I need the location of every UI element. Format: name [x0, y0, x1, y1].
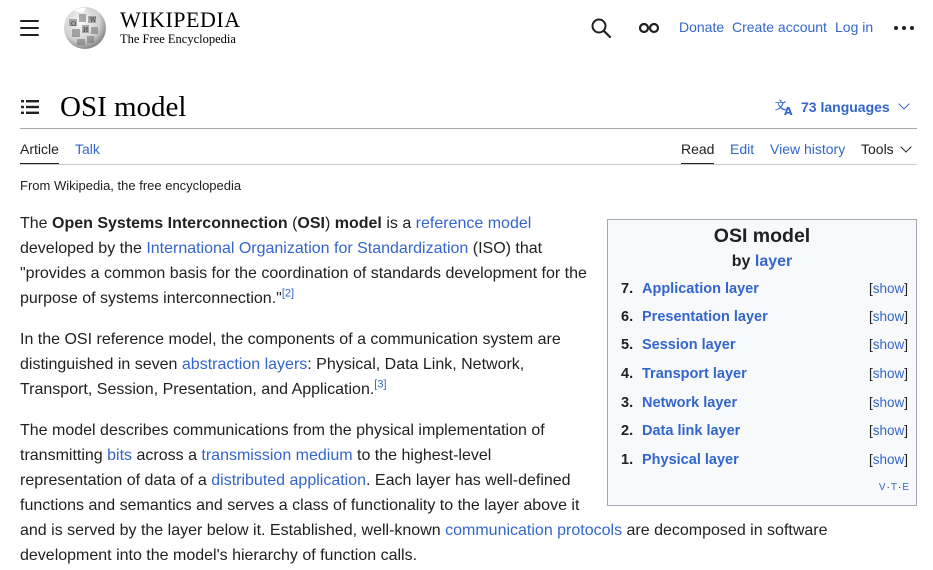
citation-2[interactable]: [2]	[281, 287, 295, 300]
infobox-subtitle: by layer	[731, 253, 793, 270]
wikipedia-globe-logo[interactable]	[60, 5, 110, 51]
wordmark-title: WIKIPEDIA	[120, 7, 241, 32]
chevron-down-icon	[898, 98, 909, 109]
infobox-title: OSI model	[713, 225, 811, 247]
infobox-row: 1. Physical layer [show]	[621, 452, 908, 468]
chevron-down-icon	[900, 141, 911, 152]
show-button[interactable]: show	[872, 281, 905, 296]
vte-edit-link[interactable]: E	[902, 482, 910, 493]
link-abstraction-layers[interactable]: abstraction layers	[181, 356, 308, 373]
show-button[interactable]: show	[872, 395, 905, 410]
paragraph-layers: In the OSI reference model, the components of a communication system are distinguished in seven abstraction layers: Physical, Data Link, Network, Transport, Session, Presentation, and Application.[3]	[20, 331, 561, 398]
link-transport-layer[interactable]: Transport layer	[642, 366, 747, 382]
translate-icon	[775, 98, 795, 116]
link-transmission-medium[interactable]: transmission medium	[201, 447, 353, 464]
link-bits[interactable]: bits	[107, 447, 133, 464]
link-communication-protocols[interactable]: communication protocols	[445, 522, 623, 539]
tabs-divider	[20, 164, 917, 165]
search-icon[interactable]	[590, 17, 612, 39]
reading-preferences-icon[interactable]	[638, 21, 660, 35]
vte-view-link[interactable]: V	[878, 482, 887, 493]
link-presentation-layer[interactable]: Presentation layer	[642, 309, 768, 325]
infobox-row: 7. Application layer [show]	[621, 281, 908, 297]
link-network-layer[interactable]: Network layer	[642, 395, 738, 411]
svg-text:W: W	[90, 17, 97, 24]
paragraph-intro: The Open Systems Interconnection (OSI) model is a reference model developed by the International Organization for Standardization (ISO) that "provides a common basis for the coordination of standards development for the purpose of systems interconnection."[2]	[20, 215, 587, 307]
tab-talk[interactable]: Talk	[75, 141, 100, 157]
toc-icon[interactable]	[20, 97, 40, 117]
infobox-row: 4. Transport layer [show]	[621, 366, 908, 382]
infobox-row: 3. Network layer [show]	[621, 395, 908, 411]
paragraph-description: The model describes communications from the physical implementation of transmitting bits across a transmission medium to the highest-level representation of data of a distributed application. Each layer has well-defined functions and semantics and serves a class of functionality to the layer above it and is served by the layer below it. Established, well-known communication protocols are decomposed in software development into the model's hierarchy of function calls.	[20, 418, 917, 568]
osi-model-infobox	[607, 219, 917, 506]
show-button[interactable]: show	[872, 309, 905, 324]
show-button[interactable]: show	[872, 423, 905, 438]
main-menu-icon[interactable]	[20, 19, 40, 37]
link-physical-layer[interactable]: Physical layer	[642, 452, 739, 468]
tab-view-history[interactable]: View history	[770, 141, 846, 157]
tab-article[interactable]: Article	[20, 141, 59, 157]
vte-talk-link[interactable]: T	[890, 482, 898, 493]
navbox-vte: V·T·E	[878, 482, 910, 493]
wikipedia-wordmark[interactable]	[120, 8, 241, 46]
svg-text:A: A	[784, 105, 793, 116]
link-reference-model[interactable]: reference model	[415, 215, 532, 232]
language-selector-button[interactable]	[775, 98, 908, 116]
show-button[interactable]: show	[872, 366, 905, 381]
link-data-link-layer[interactable]: Data link layer	[642, 423, 741, 439]
show-button[interactable]: show	[872, 337, 905, 352]
link-layer[interactable]: layer	[754, 253, 793, 270]
show-button[interactable]: show	[872, 452, 905, 467]
donate-link[interactable]: Donate	[679, 19, 725, 35]
infobox-row: 6. Presentation layer [show]	[621, 309, 908, 325]
tools-menu-button[interactable]	[861, 141, 910, 157]
tools-label: Tools	[861, 141, 894, 157]
link-distributed-application[interactable]: distributed application	[211, 472, 367, 489]
tab-read[interactable]: Read	[681, 141, 715, 157]
title-divider	[20, 128, 917, 129]
link-iso[interactable]: International Organization for Standardization	[146, 240, 469, 257]
create-account-link[interactable]: Create account	[732, 19, 827, 35]
login-link[interactable]: Log in	[835, 19, 874, 35]
wordmark-tagline: The Free Encyclopedia	[120, 32, 236, 46]
tab-edit[interactable]: Edit	[730, 141, 755, 157]
svg-text:И: И	[83, 27, 89, 34]
link-session-layer[interactable]: Session layer	[642, 337, 736, 353]
svg-text:Ω: Ω	[71, 21, 76, 28]
more-icon[interactable]	[892, 19, 916, 37]
infobox-row: 2. Data link layer [show]	[621, 423, 908, 439]
site-tagline: From Wikipedia, the free encyclopedia	[20, 178, 242, 193]
languages-label: 73 languages	[801, 99, 890, 115]
citation-3[interactable]: [3]	[374, 378, 387, 391]
infobox-row: 5. Session layer [show]	[621, 337, 908, 353]
link-application-layer[interactable]: Application layer	[642, 281, 759, 297]
page-title: OSI model	[60, 91, 187, 123]
svg-text:文: 文	[775, 99, 786, 112]
